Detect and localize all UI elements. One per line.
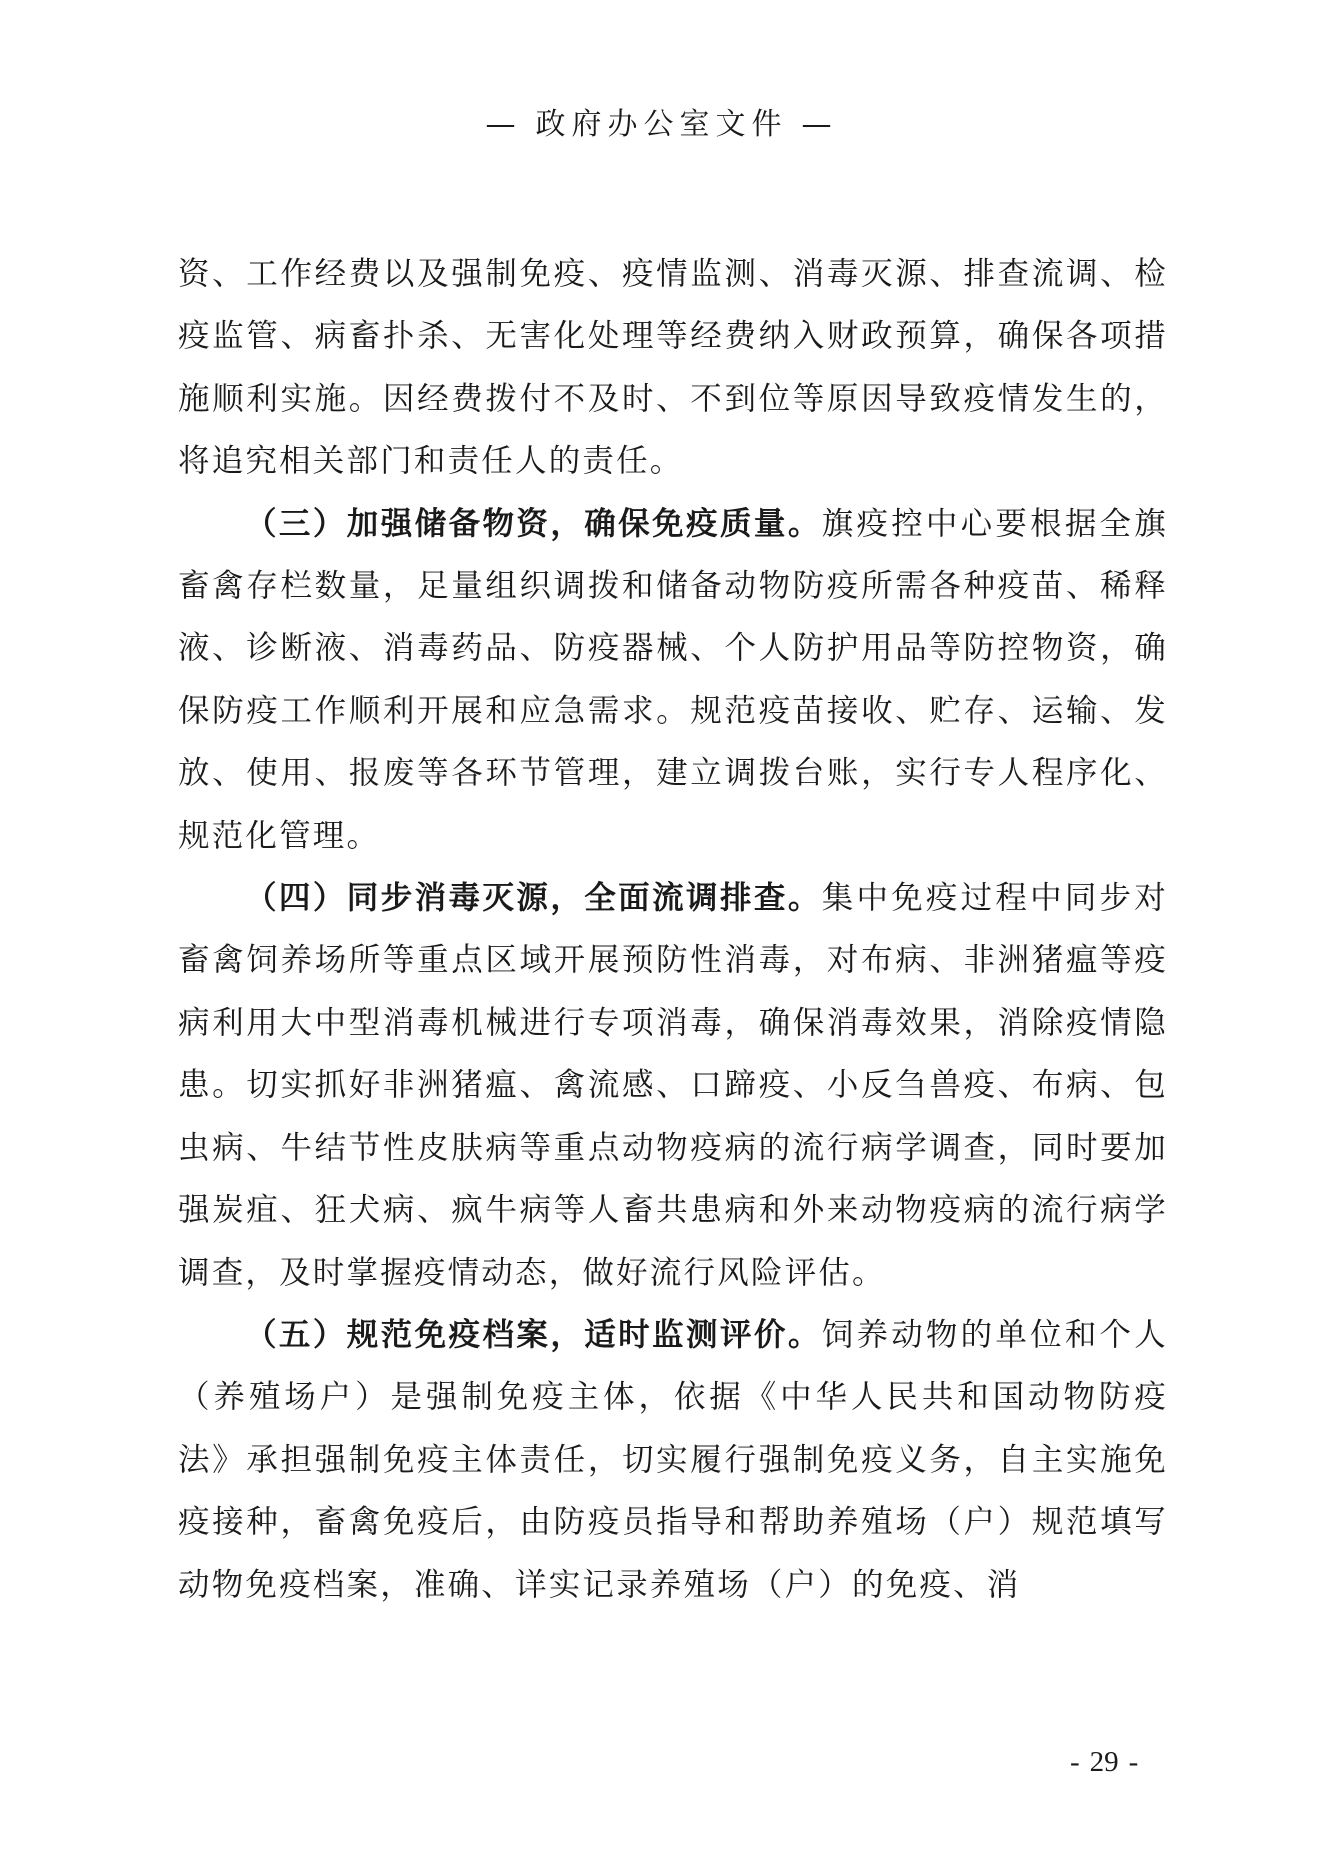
paragraph-text: 集中免疫过程中同步对畜禽饲养场所等重点区域开展预防性消毒，对布病、非洲猪瘟等疫病利用大中型消毒机械进行专项消毒，确保消毒效果，消除疫情隐患。切实抓好非洲猪瘟、禽流感、口蹄疫、小反刍兽疫、布病、包虫病、牛结节性皮肤病等重点动物疫病的流行病学调查，同时要加强炭疽、狂犬病、疯牛病等人畜共患病和外来动物疫病的流行病学调查，及时掌握疫情动态，做好流行风险评估。 bbox=[178, 880, 1168, 1291]
paragraph-continuation bbox=[178, 243, 1168, 493]
header-dash-right: — bbox=[801, 107, 838, 142]
paragraph-section-3 bbox=[178, 493, 1168, 867]
header-title: 政府办公室文件 bbox=[535, 107, 788, 142]
page-number-dash-left: - bbox=[1070, 1746, 1080, 1778]
section-heading: （四）同步消毒灭源，全面流调排查。 bbox=[245, 880, 822, 917]
paragraph-text: 旗疫控中心要根据全旗畜禽存栏数量，足量组织调拨和储备动物防疫所需各种疫苗、稀释液、诊断液、消毒药品、防疫器械、个人防护用品等防控物资，确保防疫工作顺利开展和应急需求。规范疫苗接收、贮存、运输、发放、使用、报废等各环节管理，建立调拨台账，实行专人程序化、规范化管理。 bbox=[178, 505, 1168, 854]
document-body bbox=[178, 243, 1168, 1616]
paragraph-text: 资、工作经费以及强制免疫、疫情监测、消毒灭源、排查流调、检疫监管、病畜扑杀、无害化处理等经费纳入财政预算，确保各项措施顺利实施。因经费拨付不及时、不到位等原因导致疫情发生的，将追究相关部门和责任人的责任。 bbox=[178, 256, 1168, 480]
page-number bbox=[1060, 1738, 1180, 1786]
paragraph-text: 饲养动物的单位和个人（养殖场户）是强制免疫主体，依据《中华人民共和国动物防疫法》承担强制免疫主体责任，切实履行强制免疫义务，自主实施免疫接种，畜禽免疫后，由防疫员指导和帮助养殖场（户）规范填写动物免疫档案，准确、详实记录养殖场（户）的免疫、消 bbox=[178, 1316, 1168, 1603]
paragraph-section-5 bbox=[178, 1304, 1168, 1616]
section-heading: （三）加强储备物资，确保免疫质量。 bbox=[245, 505, 822, 542]
page-number-value: 29 bbox=[1089, 1746, 1119, 1778]
paragraph-section-4 bbox=[178, 867, 1168, 1304]
header-dash-left: — bbox=[485, 107, 522, 142]
page-header bbox=[0, 100, 1323, 150]
page-number-dash-right: - bbox=[1128, 1746, 1139, 1778]
section-heading: （五）规范免疫档案，适时监测评价。 bbox=[245, 1316, 822, 1353]
